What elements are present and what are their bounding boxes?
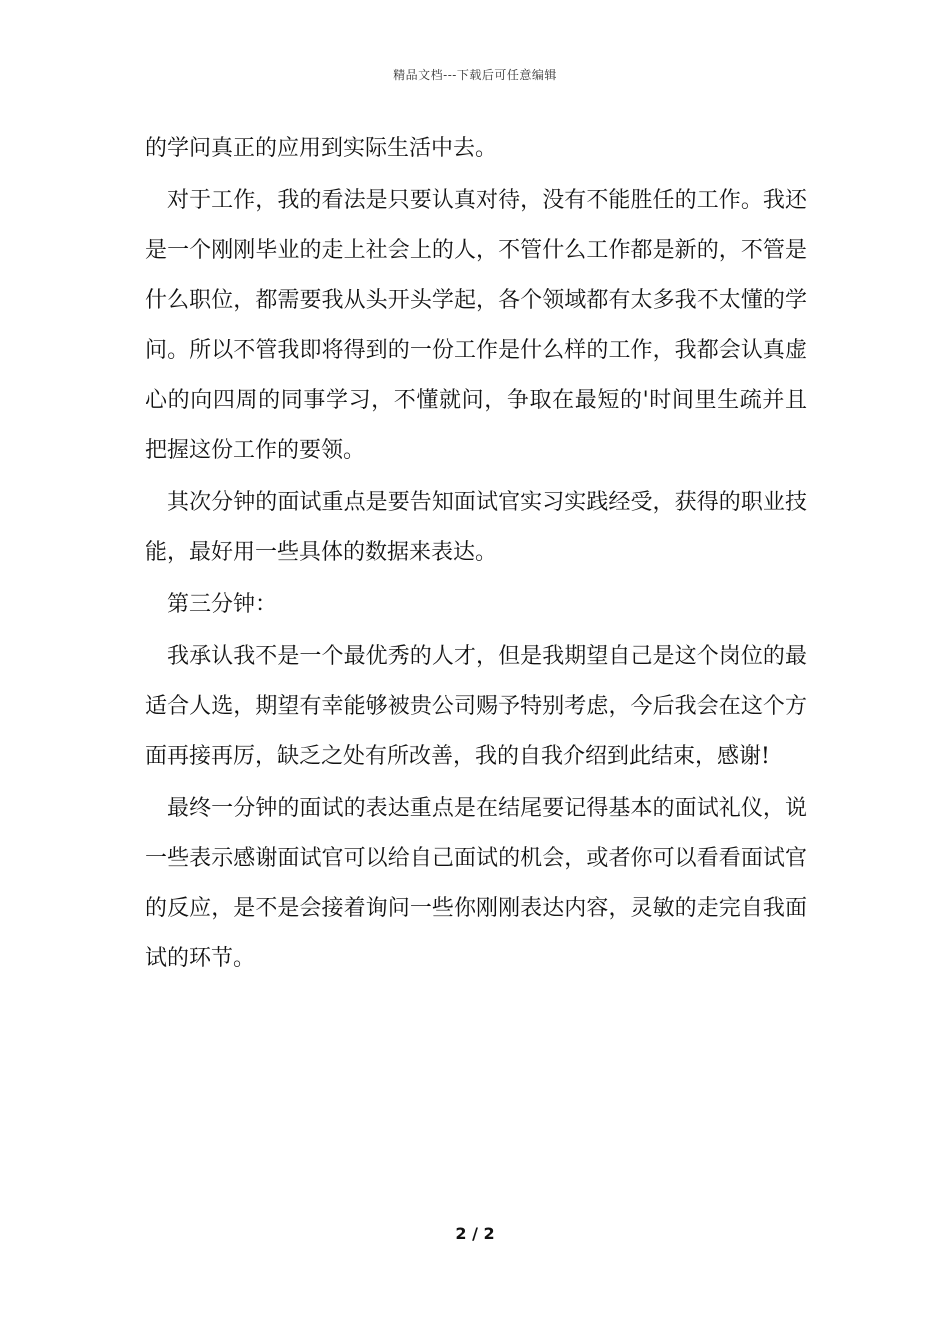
paragraph-2: 对于工作，我的看法是只要认真对待，没有不能胜任的工作。我还是一个刚刚毕业的走上社会上的人，不管什么工作都是新的，不管是什么职位，都需要我从头开头学起，各个领域都有太多我不太懂的学问。所以不管我即将得到的一份工作是什么样的工作，我都会认真虚心的向四周的同事学习，不懂就问，争取在最短的'时间里生疏并且把握这份工作的要领。: [145, 188, 807, 463]
page-number: 2 / 2: [455, 1224, 495, 1243]
paragraph-3: 其次分钟的面试重点是要告知面试官实习实践经受，获得的职业技能，最好用一些具体的数据来表达。: [145, 490, 807, 565]
page-header: 精品文档---下载后可任意编辑: [393, 68, 557, 82]
paragraph-5: 我承认我不是一个最优秀的人才，但是我期望自己是这个岗位的最适合人选，期望有幸能够被贵公司赐予特别考虑，今后我会在这个方面再接再厉，缺乏之处有所改善，我的自我介绍到此结束，感谢!: [145, 644, 807, 769]
paragraph-6: 最终一分钟的面试的表达重点是在结尾要记得基本的面试礼仪，说一些表示感谢面试官可以给自己面试的机会，或者你可以看看面试官的反应，是不是会接着询问一些你刚刚表达内容，灵敏的走完自我面试的环节。: [145, 796, 807, 971]
section-heading-third-minute: 第三分钟：: [167, 592, 278, 617]
paragraph-1: 的学问真正的应用到实际生活中去。: [145, 136, 498, 161]
document-body: [145, 124, 807, 986]
